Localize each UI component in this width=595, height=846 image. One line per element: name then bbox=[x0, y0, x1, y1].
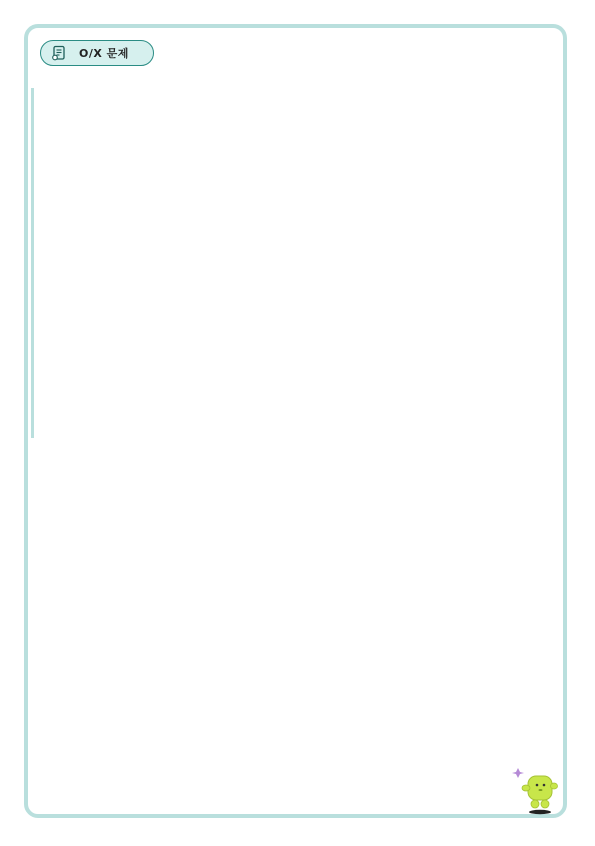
question-row bbox=[44, 242, 563, 262]
section-title-pill bbox=[40, 40, 154, 66]
question-row bbox=[44, 198, 563, 218]
left-accent-bar bbox=[31, 88, 34, 438]
section-title: O/X 문제 bbox=[79, 47, 129, 60]
sparkle-icon bbox=[512, 768, 524, 778]
document-pen-icon bbox=[51, 45, 67, 61]
question-row bbox=[44, 308, 563, 328]
question-row bbox=[44, 352, 563, 372]
question-row bbox=[44, 132, 563, 152]
question-row bbox=[44, 374, 563, 394]
question-row bbox=[44, 176, 563, 196]
question-row bbox=[44, 154, 563, 174]
mascot-character-icon bbox=[508, 760, 564, 816]
question-row bbox=[44, 110, 563, 130]
question-row bbox=[44, 88, 563, 108]
question-row bbox=[44, 286, 563, 306]
question-row bbox=[44, 220, 563, 240]
question-row bbox=[44, 400, 563, 420]
question-row bbox=[44, 264, 563, 284]
question-row bbox=[44, 330, 563, 350]
